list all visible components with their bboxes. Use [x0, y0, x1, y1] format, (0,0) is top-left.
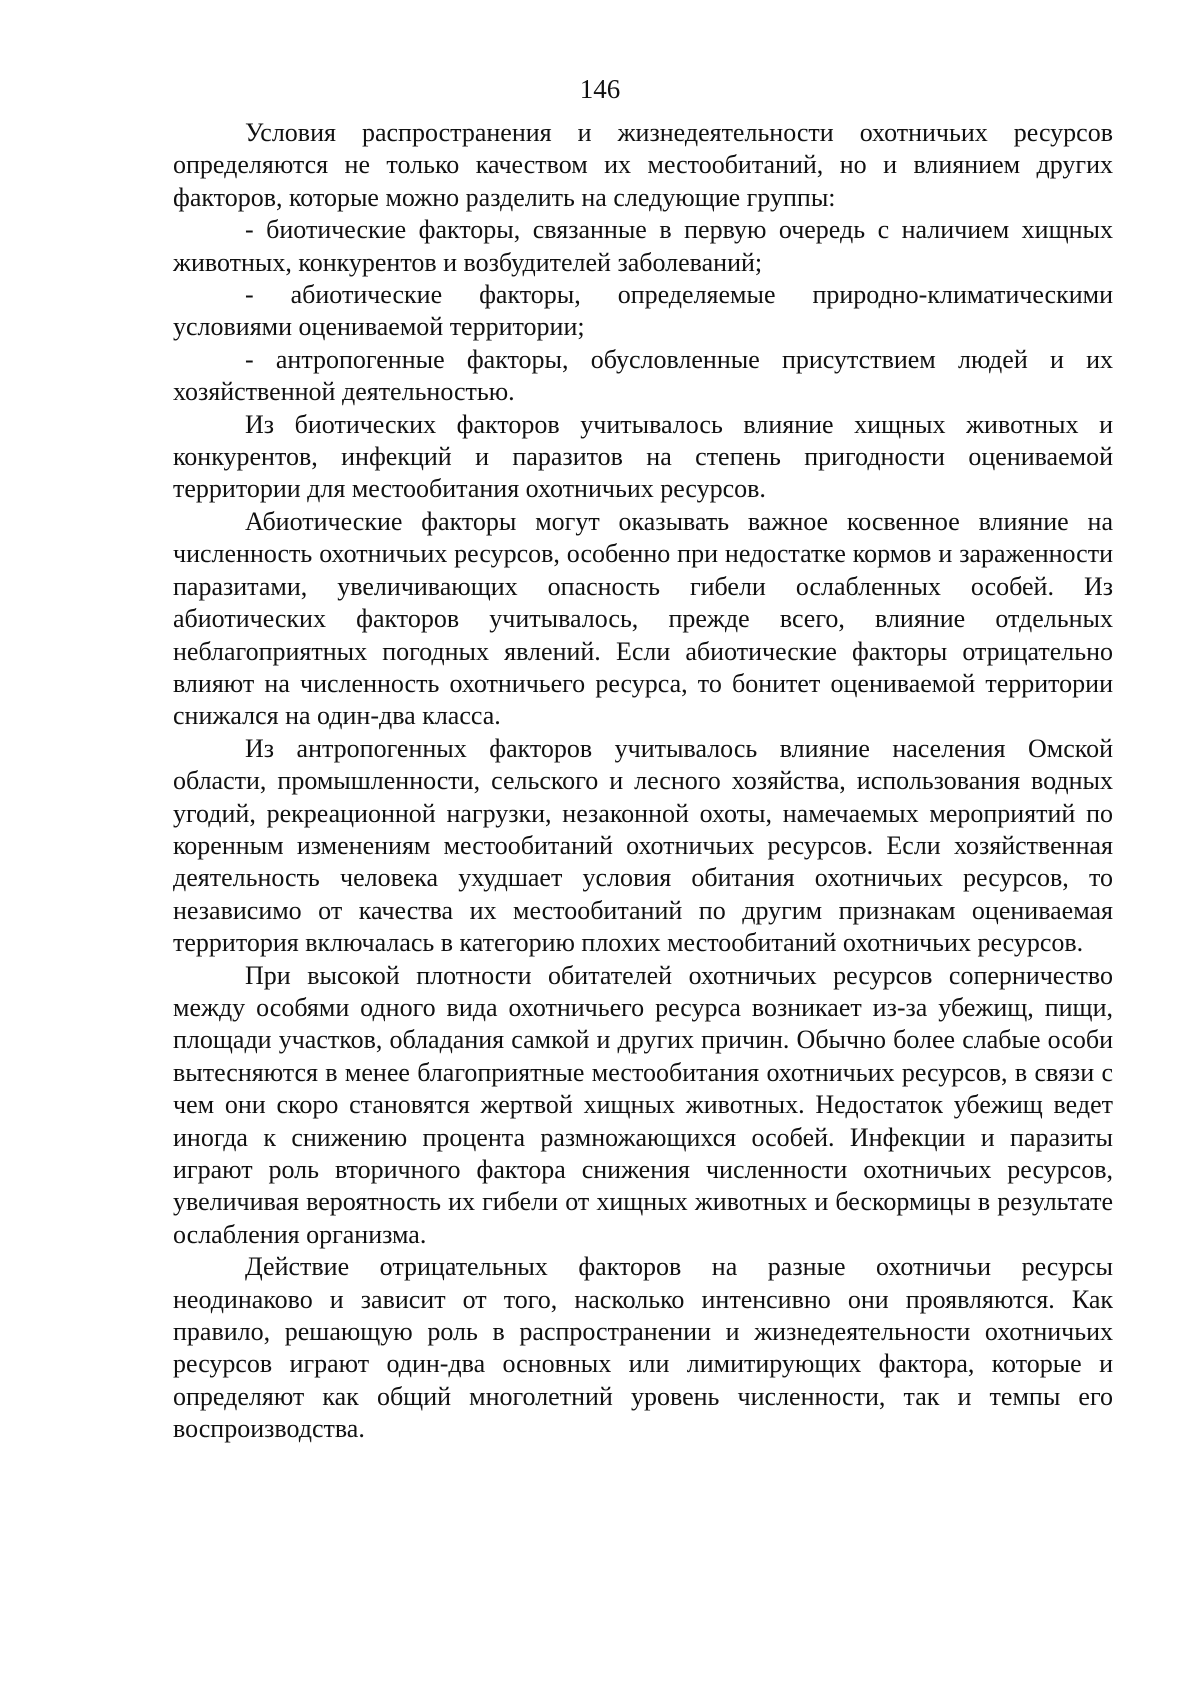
page-number: 146	[579, 74, 621, 104]
list-item-abiotic: - абиотические факторы, определяемые природно-климатическими условиями оцениваемой территории;	[173, 280, 1113, 342]
document-body	[173, 117, 1113, 1446]
paragraph-abiotic-factors: Абиотические факторы могут оказывать важное косвенное влияние на численность охотничьих ресурсов, особенно при недостатке кормов и зараженности паразитами, увеличивающих опасность гибели ослабленных особей. Из абиотических факторов учитывалось, прежде всего, влияние отдельных неблагоприятных погодных явлений. Если абиотические факторы отрицательно влияют на численность охотничьего ресурса, то бонитет оцениваемой территории снижался на один-два класса.	[173, 506, 1113, 731]
list-item-biotic: - биотические факторы, связанные в первую очередь с наличием хищных животных, конкурентов и возбудителей заболеваний;	[173, 215, 1113, 277]
paragraph-intro: Условия распространения и жизнедеятельности охотничьих ресурсов определяются не только качеством их местообитаний, но и влиянием других факторов, которые можно разделить на следующие группы:	[173, 118, 1113, 212]
paragraph-anthropogenic-factors: Из антропогенных факторов учитывалось влияние населения Омской области, промышленности, сельского и лесного хозяйства, использования водных угодий, рекреационной нагрузки, незаконной охоты, намечаемых мероприятий по коренным изменениям местообитаний охотничьих ресурсов. Если хозяйственная деятельность человека ухудшает условия обитания охотничьих ресурсов, то независимо от качества их местообитаний по другим признакам оцениваемая территория включалась в категорию плохих местообитаний охотничьих ресурсов.	[173, 733, 1113, 958]
paragraph-competition: При высокой плотности обитателей охотничьих ресурсов соперничество между особями одного вида охотничьего ресурса возникает из-за убежищ, пищи, площади участков, обладания самкой и других причин. Обычно более слабые особи вытесняются в менее благоприятные местообитания охотничьих ресурсов, в связи с чем они скоро становятся жертвой хищных животных. Недостаток убежищ ведет иногда к снижению процента размножающихся особей. Инфекции и паразиты играют роль вторичного фактора снижения численности охотничьих ресурсов, увеличивая вероятность их гибели от хищных животных и бескормицы в результате ослабления организма.	[173, 960, 1113, 1249]
list-item-anthropogenic: - антропогенные факторы, обусловленные присутствием людей и их хозяйственной деятельностью.	[173, 344, 1113, 407]
paragraph-biotic-factors: Из биотических факторов учитывалось влияние хищных животных и конкурентов, инфекций и паразитов на степень пригодности оцениваемой территории для местообитания охотничьих ресурсов.	[173, 409, 1113, 504]
paragraph-conclusion: Действие отрицательных факторов на разные охотничьи ресурсы неодинаково и зависит от того, насколько интенсивно они проявляются. Как правило, решающую роль в распространении и жизнедеятельности охотничьих ресурсов играют один-два основных или лимитирующих фактора, которые и определяют как общий многолетний уровень численности, так и темпы его воспроизводства.	[173, 1252, 1113, 1444]
